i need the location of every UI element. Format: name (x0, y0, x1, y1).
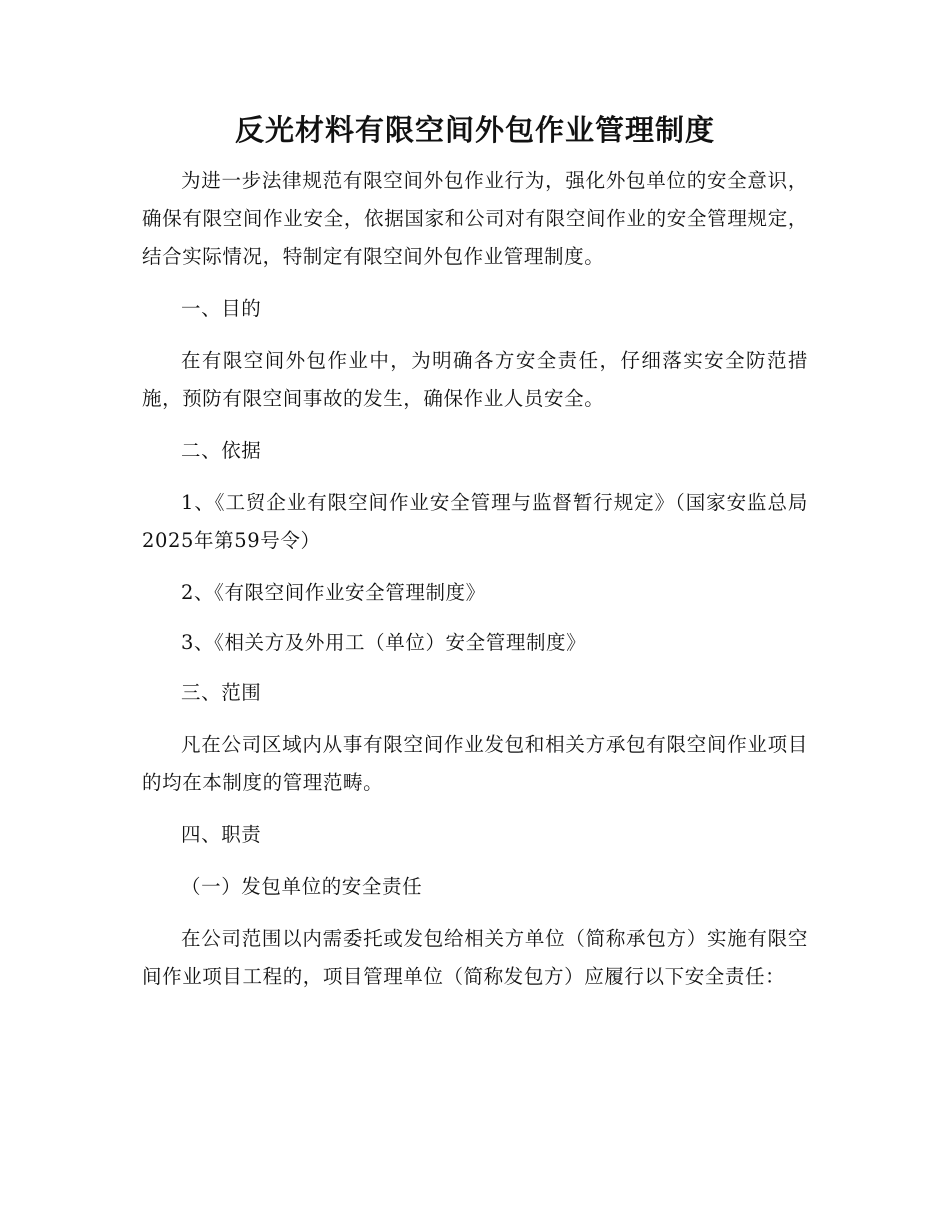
section-heading-scope: 三、范围 (181, 681, 262, 704)
section-heading-duties: 四、职责 (181, 823, 262, 846)
basis-item-2: 2、《有限空间作业安全管理制度》 (181, 581, 486, 604)
subsection-heading-contractor-duties: （一）发包单位的安全责任 (181, 875, 423, 898)
contractor-duties-paragraph: 在公司范围以内需委托或发包给相关方单位（简称承包方）实施有限空间作业项目工程的，项目管理单位（简称发包方）应履行以下安全责任： (142, 927, 808, 988)
document-body (142, 162, 808, 1010)
section-heading-purpose: 一、目的 (181, 297, 262, 320)
purpose-paragraph: 在有限空间外包作业中，为明确各方安全责任，仔细落实安全防范措施，预防有限空间事故的发生，确保作业人员安全。 (142, 349, 808, 410)
intro-paragraph: 为进一步法律规范有限空间外包作业行为，强化外包单位的安全意识，确保有限空间作业安全，依据国家和公司对有限空间作业的安全管理规定，结合实际情况，特制定有限空间外包作业管理制度。 (142, 169, 808, 268)
basis-item-1: 1、《工贸企业有限空间作业安全管理与监督暂行规定》（国家安监总局2025年第59号令） (142, 491, 808, 552)
scope-paragraph: 凡在公司区域内从事有限空间作业发包和相关方承包有限空间作业项目的均在本制度的管理范畴。 (142, 733, 808, 794)
document-title: 反光材料有限空间外包作业管理制度 (234, 113, 715, 147)
section-heading-basis: 二、依据 (181, 439, 262, 462)
basis-item-3: 3、《相关方及外用工（单位）安全管理制度》 (181, 631, 587, 654)
